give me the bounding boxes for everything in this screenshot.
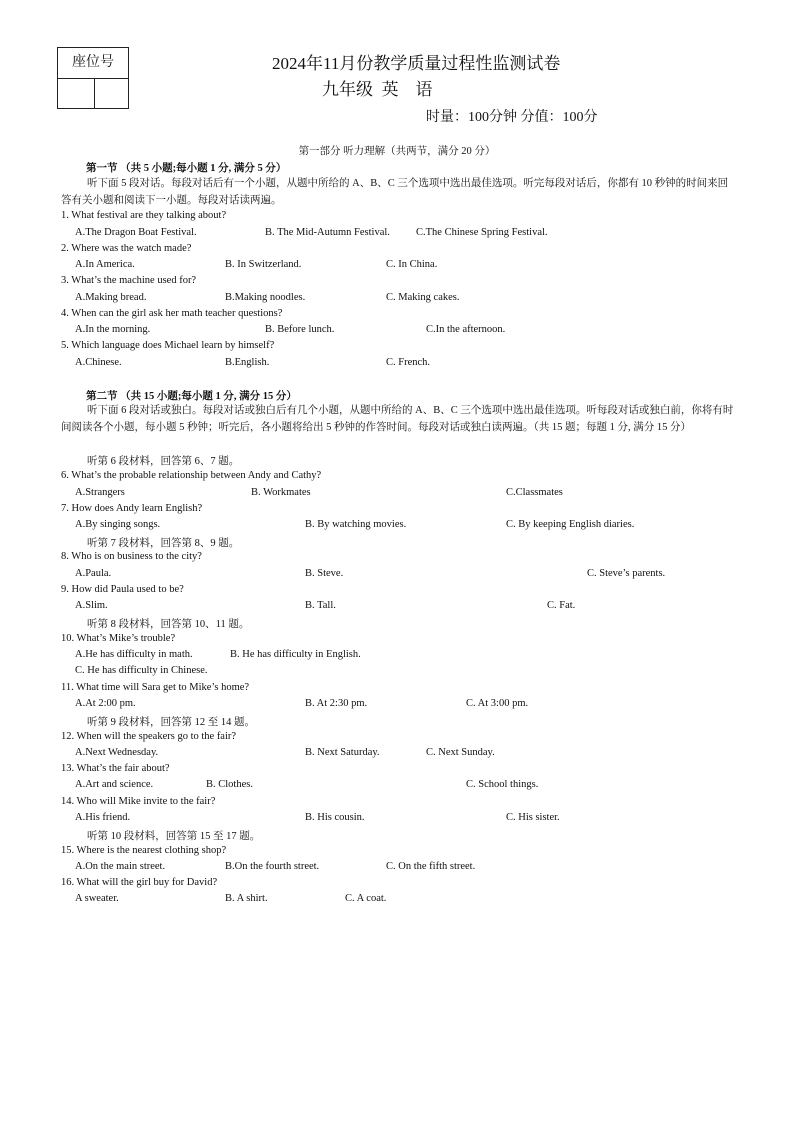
q13-option-b: B. Clothes. bbox=[206, 779, 253, 790]
q3-option-c: C. Making cakes. bbox=[386, 292, 460, 303]
q12-option-b: B. Next Saturday. bbox=[305, 747, 380, 758]
q6-option-a: A.Strangers bbox=[75, 487, 125, 498]
q5-option-c: C. French. bbox=[386, 357, 431, 368]
question-6: 6. What’s the probable relationship between Andy and Cathy? bbox=[61, 470, 322, 481]
exam-title: 2024年11月份教学质量过程性监测试卷 bbox=[272, 54, 561, 73]
q16-option-a: A sweater. bbox=[75, 893, 119, 904]
question-16: 16. What will the girl buy for David? bbox=[61, 877, 218, 888]
question-4: 4. When can the girl ask her math teacher questions? bbox=[61, 308, 283, 319]
q3-option-a: A.Making bread. bbox=[75, 292, 147, 303]
question-12: 12. When will the speakers go to the fair? bbox=[61, 731, 237, 742]
q10-option-a: A.He has difficulty in math. bbox=[75, 649, 193, 660]
q14-option-b: B. His cousin. bbox=[305, 812, 365, 823]
q6-option-b: B. Workmates bbox=[251, 487, 311, 498]
q2-option-a: A.In America. bbox=[75, 259, 135, 270]
q5-option-a: A.Chinese. bbox=[75, 357, 122, 368]
question-2: 2. Where was the watch made? bbox=[61, 243, 192, 254]
q9-option-c: C. Fat. bbox=[547, 600, 576, 611]
question-14: 14. Who will Mike invite to the fair? bbox=[61, 796, 216, 807]
question-11: 11. What time will Sara get to Mike’s home? bbox=[61, 682, 250, 693]
q14-option-c: C. His sister. bbox=[506, 812, 560, 823]
q13-option-c: C. School things. bbox=[466, 779, 539, 790]
question-9: 9. How did Paula used to be? bbox=[61, 584, 184, 595]
q7-option-b: B. By watching movies. bbox=[305, 519, 407, 530]
q8-option-c: C. Steve’s parents. bbox=[587, 568, 666, 579]
q10-option-b: B. He has difficulty in English. bbox=[230, 649, 361, 660]
q11-option-c: C. At 3:00 pm. bbox=[466, 698, 529, 709]
q12-option-a: A.Next Wednesday. bbox=[75, 747, 159, 758]
q9-option-b: B. Tall. bbox=[305, 600, 336, 611]
q14-option-a: A.His friend. bbox=[75, 812, 131, 823]
question-13: 13. What’s the fair about? bbox=[61, 763, 170, 774]
section2-instructions: 听下面 6 段对话或独白。每段对话或独白后有几个小题，从题中所给的 A、B、C 三个选项中选出最佳选项。听每段对话或独白前，你将有时间阅读各个小题，每小题 5 秒钟；听完后，各小题将给出 5 秒钟的作答时间。每段对话或独白读两遍。（共 15 题；每题 1 分, 满分 15 分） bbox=[61, 405, 734, 433]
q4-option-a: A.In the morning. bbox=[75, 324, 151, 335]
section2-heading: 第二节 （共 15 小题;每小题 1 分, 满分 15 分） bbox=[86, 391, 297, 402]
question-3: 3. What’s the machine used for? bbox=[61, 275, 197, 286]
q15-option-b: B.On the fourth street. bbox=[225, 861, 320, 872]
seat-number-label: 座位号 bbox=[58, 48, 128, 79]
seat-number-box bbox=[57, 47, 129, 109]
question-15: 15. Where is the nearest clothing shop? bbox=[61, 845, 227, 856]
q2-option-c: C. In China. bbox=[386, 259, 438, 270]
q7-option-c: C. By keeping English diaries. bbox=[506, 519, 635, 530]
section1-heading: 第一节 （共 5 小题;每小题 1 分, 满分 5 分） bbox=[86, 163, 287, 174]
q9-option-a: A.Slim. bbox=[75, 600, 108, 611]
q1-option-c: C.The Chinese Spring Festival. bbox=[416, 227, 548, 238]
q1-option-b: B. The Mid-Autumn Festival. bbox=[265, 227, 390, 238]
q11-option-b: B. At 2:30 pm. bbox=[305, 698, 368, 709]
material-7-note: 听第 7 段材料，回答第 8、9 题。 bbox=[87, 538, 240, 549]
q12-option-c: C. Next Sunday. bbox=[426, 747, 495, 758]
seat-number-cell bbox=[95, 79, 128, 108]
q7-option-a: A.By singing songs. bbox=[75, 519, 161, 530]
question-8: 8. Who is on business to the city? bbox=[61, 551, 202, 562]
q11-option-a: A.At 2:00 pm. bbox=[75, 698, 136, 709]
q5-option-b: B.English. bbox=[225, 357, 270, 368]
q10-option-c: C. He has difficulty in Chinese. bbox=[75, 665, 208, 676]
q16-option-c: C. A coat. bbox=[345, 893, 387, 904]
q1-option-a: A.The Dragon Boat Festival. bbox=[75, 227, 197, 238]
q13-option-a: A.Art and science. bbox=[75, 779, 154, 790]
q15-option-c: C. On the fifth street. bbox=[386, 861, 476, 872]
section1-instructions: 听下面 5 段对话。每段对话后有一个小题，从题中所给的 A、B、C 三个选项中选出最佳选项。听完每段对话后，你都有 10 秒钟的时间来回答有关小题和阅读下一小题。每段对话读两遍。 bbox=[61, 178, 729, 206]
part1-heading: 第一部分 听力理解（共两节，满分 20 分） bbox=[298, 146, 496, 157]
q4-option-c: C.In the afternoon. bbox=[426, 324, 506, 335]
question-1: 1. What festival are they talking about? bbox=[61, 210, 227, 221]
material-9-note: 听第 9 段材料，回答第 12 至 14 题。 bbox=[87, 717, 255, 728]
q3-option-b: B.Making noodles. bbox=[225, 292, 306, 303]
q16-option-b: B. A shirt. bbox=[225, 893, 268, 904]
exam-subtitle: 九年级 英 语 bbox=[322, 80, 433, 99]
q15-option-a: A.On the main street. bbox=[75, 861, 166, 872]
exam-meta: 时量：100分钟 分值：100分 bbox=[426, 110, 598, 125]
seat-number-cell bbox=[58, 79, 95, 108]
material-10-note: 听第 10 段材料，回答第 15 至 17 题。 bbox=[87, 831, 261, 842]
material-8-note: 听第 8 段材料，回答第 10、11 题。 bbox=[87, 619, 250, 630]
question-10: 10. What’s Mike’s trouble? bbox=[61, 633, 176, 644]
question-5: 5. Which language does Michael learn by himself? bbox=[61, 340, 275, 351]
material-6-note: 听第 6 段材料，回答第 6、7 题。 bbox=[87, 456, 240, 467]
q6-option-c: C.Classmates bbox=[506, 487, 563, 498]
q4-option-b: B. Before lunch. bbox=[265, 324, 335, 335]
question-7: 7. How does Andy learn English? bbox=[61, 503, 203, 514]
q8-option-a: A.Paula. bbox=[75, 568, 112, 579]
q8-option-b: B. Steve. bbox=[305, 568, 344, 579]
q2-option-b: B. In Switzerland. bbox=[225, 259, 302, 270]
